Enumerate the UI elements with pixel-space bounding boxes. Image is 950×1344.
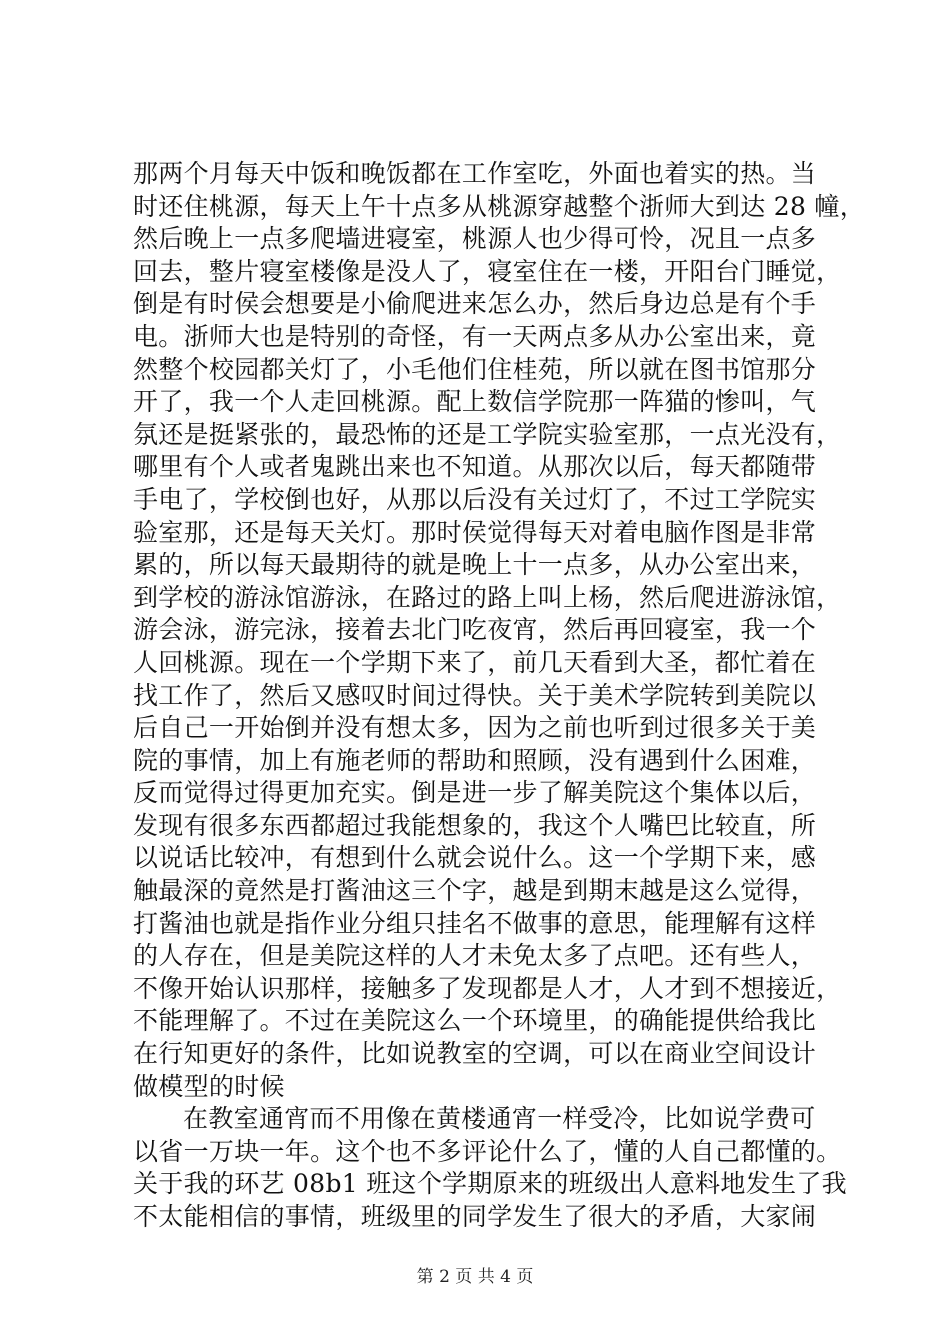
text-line: 以省一万块一年。这个也不多评论什么了，懂的人自己都懂的。: [133, 1136, 842, 1166]
text-line: 然整个校园都关灯了，小毛他们住桂苑，所以就在图书馆那分: [133, 354, 817, 384]
text-line: 人回桃源。现在一个学期下来了，前几天看到大圣，都忙着在: [133, 647, 817, 677]
text-line: 发现有很多东西都超过我能想象的，我这个人嘴巴比较直，所: [133, 810, 817, 840]
text-line: 手电了，学校倒也好，从那以后没有关过灯了，不过工学院实: [133, 484, 817, 514]
paragraph-start-line: 在教室通宵而不用像在黄楼通宵一样受冷，比如说学费可: [183, 1104, 816, 1134]
text-line: 回去，整片寝室楼像是没人了，寝室住在一楼，开阳台门睡觉，: [133, 256, 842, 286]
text-line: 以说话比较冲，有想到什么就会说什么。这一个学期下来，感: [133, 843, 817, 873]
text-line: 那两个月每天中饭和晚饭都在工作室吃，外面也着实的热。当: [133, 159, 817, 188]
text-line: 的人存在，但是美院这样的人才未免太多了点吧。还有些人，: [133, 941, 817, 971]
text-line: 院的事情，加上有施老师的帮助和照顾，没有遇到什么困难，: [133, 745, 817, 775]
text-line: 氛还是挺紧张的，最恐怖的还是工学院实验室那，一点光没有，: [133, 419, 842, 449]
text-line: 电。浙师大也是特别的奇怪，有一天两点多从办公室出来，竟: [133, 321, 817, 351]
text-line: 触最深的竟然是打酱油这三个字，越是到期末越是这么觉得，: [133, 876, 817, 906]
text-line: 时还住桃源，每天上午十点多从桃源穿越整个浙师大到达 28 幢，: [133, 191, 866, 221]
text-line: 哪里有个人或者鬼跳出来也不知道。从那次以后，每天都随带: [133, 452, 817, 482]
text-line: 验室那，还是每天关灯。那时侯觉得每天对着电脑作图是非常: [133, 517, 817, 547]
text-line: 反而觉得过得更加充实。倒是进一步了解美院这个集体以后，: [133, 778, 817, 808]
text-line: 累的，所以每天最期待的就是晚上十一点多，从办公室出来，: [133, 550, 817, 580]
text-line: 关于我的环艺 08b1 班这个学期原来的班级出人意料地发生了我: [133, 1169, 847, 1199]
text-line: 不能理解了。不过在美院这么一个环境里，的确能提供给我比: [133, 1006, 817, 1036]
text-line: 不像开始认识那样，接触多了发现都是人才，人才到不想接近，: [133, 973, 842, 1003]
text-line: 游会泳，游完泳，接着去北门吃夜宵，然后再回寝室，我一个: [133, 615, 817, 645]
text-line: 在行知更好的条件，比如说教室的空调，可以在商业空间设计: [133, 1039, 817, 1069]
text-line: 找工作了，然后又感叹时间过得快。关于美术学院转到美院以: [133, 680, 817, 710]
page-footer: 第 2 页 共 4 页: [416, 1267, 534, 1287]
text-line: 开了，我一个人走回桃源。配上数信学院那一阵猫的惨叫，气: [133, 387, 817, 417]
text-line: 后自己一开始倒并没有想太多，因为之前也听到过很多关于美: [133, 713, 817, 743]
text-line: 做模型的时候: [133, 1071, 285, 1101]
text-line: 打酱油也就是指作业分组只挂名不做事的意思，能理解有这样: [133, 908, 817, 938]
text-line: 然后晚上一点多爬墙进寝室，桃源人也少得可怜，况且一点多: [133, 224, 817, 254]
text-line: 倒是有时侯会想要是小偷爬进来怎么办，然后身边总是有个手: [133, 289, 817, 319]
text-line: 到学校的游泳馆游泳，在路过的路上叫上杨，然后爬进游泳馆，: [133, 582, 842, 612]
body-text: [133, 158, 866, 1234]
text-line: 不太能相信的事情，班级里的同学发生了很大的矛盾，大家闹: [133, 1202, 817, 1231]
